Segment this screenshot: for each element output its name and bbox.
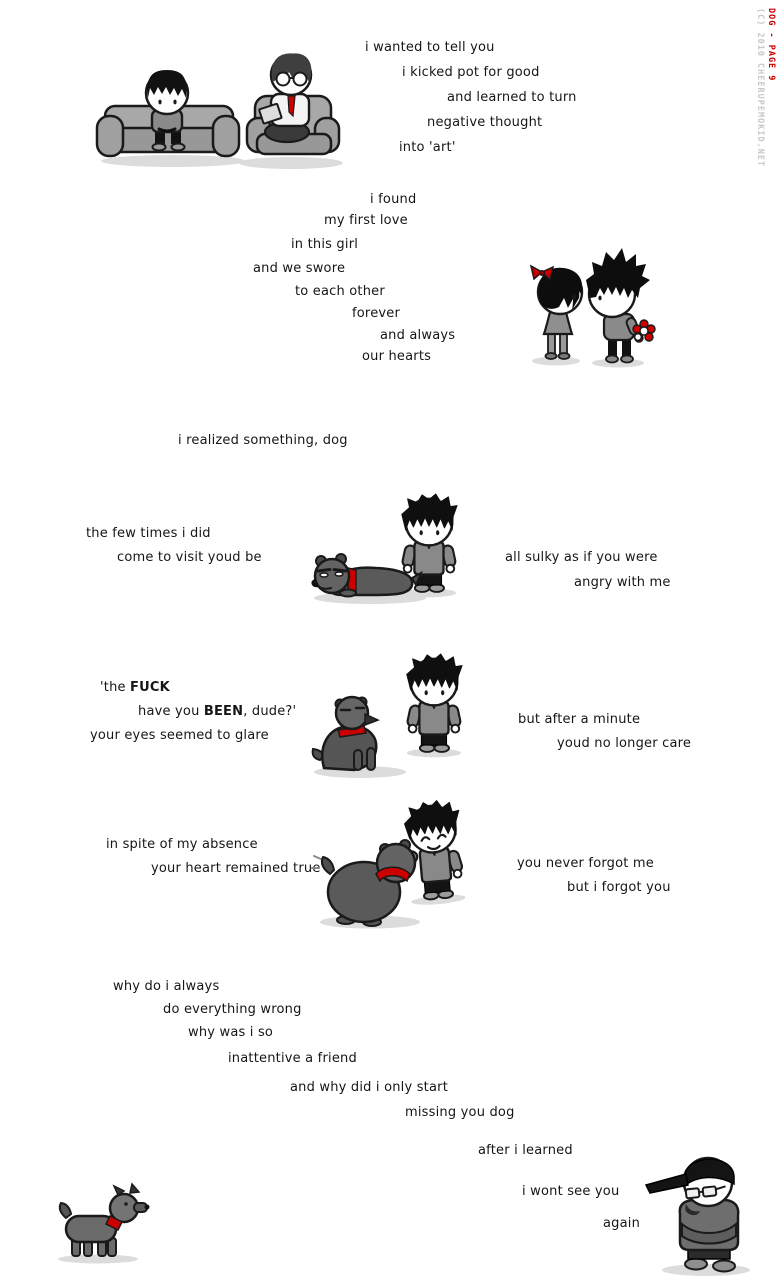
caption-line: and we swore [253, 261, 346, 276]
page-credits [754, 8, 776, 167]
caption-line: to each other [295, 284, 385, 299]
caption-line: do everything wrong [163, 1002, 302, 1017]
caption-line: i wont see you [522, 1184, 620, 1199]
emo-boy-with-flower [586, 248, 655, 363]
caption-line: in spite of my absence [106, 837, 258, 852]
caption-line: again [603, 1216, 641, 1231]
sulky-dog-scene-illustration [300, 490, 480, 620]
happy-dog-scene-illustration [310, 800, 480, 930]
caption-line: my first love [324, 213, 408, 228]
small-dog-illustration [40, 1180, 160, 1270]
caption-line: all sulky as if you were [505, 550, 658, 565]
caption-line: i kicked pot for good [402, 65, 540, 80]
dog-from-behind [312, 840, 420, 929]
caption-line: missing you dog [405, 1105, 515, 1120]
caption-line: your heart remained true [151, 861, 321, 876]
caption-line: i wanted to tell you [365, 40, 495, 55]
caption-realization: i realized something, dog [178, 433, 348, 448]
caption-line: into 'art' [399, 140, 456, 155]
caption-line: angry with me [574, 575, 671, 590]
caption-line: i found [370, 192, 417, 207]
caption-line: our hearts [362, 349, 432, 364]
caption-line: have you BEEN, dude?' [138, 704, 297, 719]
dog-sitting [313, 697, 406, 778]
caption-line: 'the FUCK [100, 680, 170, 695]
page-title: DOG - PAGE 9 [766, 8, 776, 82]
caption-line: inattentive a friend [228, 1051, 357, 1066]
author-cap-figure-illustration [640, 1140, 780, 1280]
dog-glare-scene-illustration [300, 650, 480, 780]
caption-line: and learned to turn [447, 90, 577, 105]
caption-line: and always [380, 328, 456, 343]
caption-line: but i forgot you [567, 880, 671, 895]
couple-scene-illustration [510, 240, 670, 370]
therapy-scene-illustration [95, 30, 345, 170]
caption-line: in this girl [291, 237, 359, 252]
caption-line: forever [352, 306, 401, 321]
caption-line: after i learned [478, 1143, 573, 1158]
caption-line: come to visit youd be [117, 550, 262, 565]
caption-line: why was i so [188, 1025, 274, 1040]
emo-girl [531, 266, 582, 359]
caption-line: and why did i only start [290, 1080, 448, 1095]
caption-line: the few times i did [86, 526, 211, 541]
caption-line: youd no longer care [557, 736, 692, 751]
copyright-text: (C) 2010 CHEERUPEMOKID.NET [755, 8, 765, 168]
glasses [277, 73, 290, 86]
caption-line: but after a minute [518, 712, 641, 727]
caption-line: your eyes seemed to glare [90, 728, 269, 743]
caption-line: negative thought [427, 115, 543, 130]
caption-line: you never forgot me [517, 856, 654, 871]
caption-line: why do i always [113, 979, 220, 994]
